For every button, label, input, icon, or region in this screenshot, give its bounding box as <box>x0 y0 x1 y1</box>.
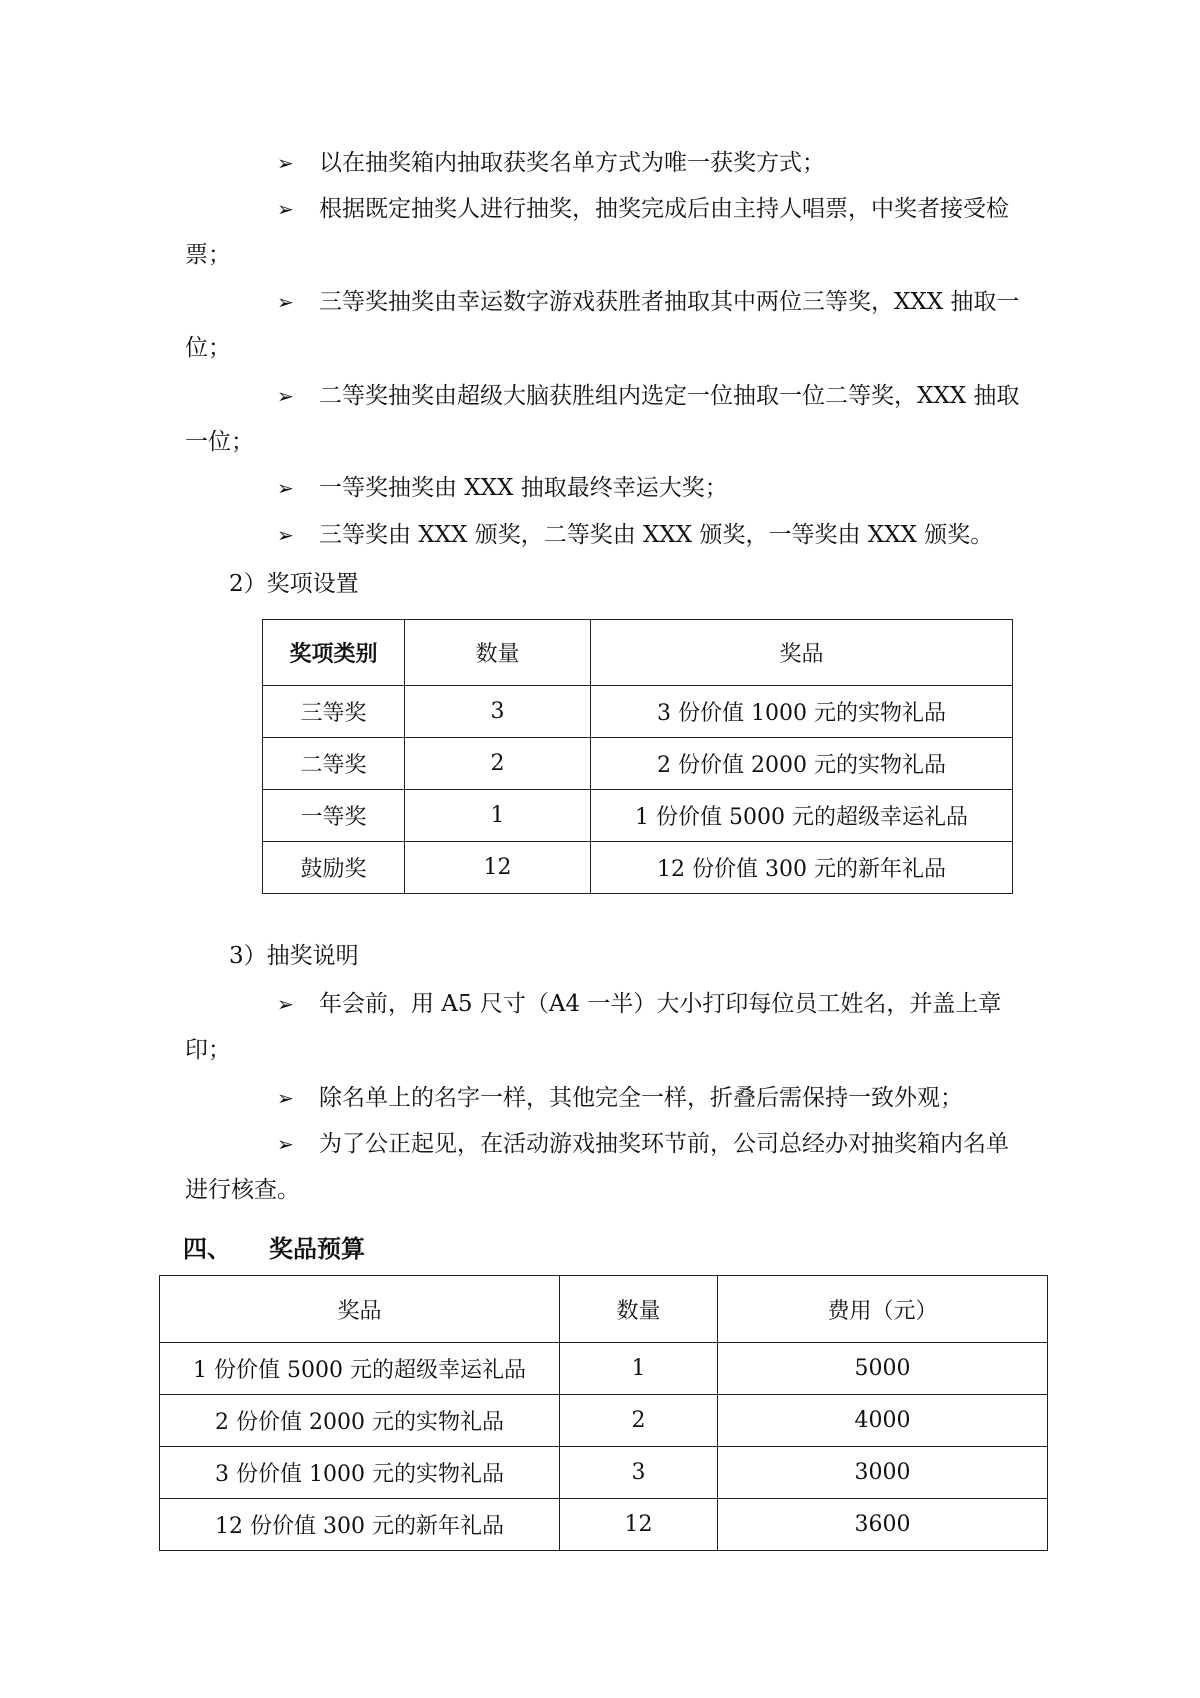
bullet-item <box>185 373 1025 465</box>
bullet-text: 以在抽奖箱内抽取获奖名单方式为唯一获奖方式； <box>319 150 825 176</box>
table-cell: 12 <box>560 1499 718 1551</box>
table-cell: 1 份价值 5000 元的超级幸运礼品 <box>160 1343 560 1395</box>
bullet-item <box>185 981 1025 1073</box>
table-cell: 一等奖 <box>263 790 405 842</box>
bullet-text: 一等奖抽奖由 XXX 抽取最终幸运大奖； <box>319 475 728 501</box>
arrowhead-bullet-icon: ➢ <box>277 1132 294 1156</box>
table-cell: 5000 <box>718 1343 1048 1395</box>
bullet-item <box>185 465 1025 511</box>
bullet-item <box>185 512 1025 558</box>
table-cell: 三等奖 <box>263 686 405 738</box>
arrowhead-bullet-icon: ➢ <box>277 1086 294 1110</box>
table-cell: 2 <box>405 738 591 790</box>
table-cell: 1 <box>405 790 591 842</box>
table-cell: 12 份价值 300 元的新年礼品 <box>591 842 1013 894</box>
prize-settings-table <box>262 619 1013 894</box>
table-header-row <box>160 1276 1048 1343</box>
table-row <box>160 1447 1048 1499</box>
bullet-item <box>185 140 1025 186</box>
bullet-text: 三等奖由 XXX 颁奖，二等奖由 XXX 颁奖，一等奖由 XXX 颁奖。 <box>319 522 994 548</box>
arrowhead-bullet-icon: ➢ <box>277 476 294 500</box>
table-row <box>160 1499 1048 1551</box>
column-header: 数量 <box>560 1276 718 1343</box>
column-header: 奖品 <box>591 620 1013 686</box>
table-cell: 3 份价值 1000 元的实物礼品 <box>160 1447 560 1499</box>
table-cell: 3 <box>560 1447 718 1499</box>
section-heading <box>183 1226 365 1272</box>
column-header: 数量 <box>405 620 591 686</box>
column-header: 费用（元） <box>718 1276 1048 1343</box>
table-cell: 二等奖 <box>263 738 405 790</box>
arrowhead-bullet-icon: ➢ <box>277 992 294 1016</box>
section-number: 四、 <box>183 1235 231 1263</box>
table-cell: 1 <box>560 1343 718 1395</box>
bullet-text: 为了公正起见，在活动游戏抽奖环节前，公司总经办对抽奖箱内名单进行核查。 <box>185 1131 1009 1203</box>
bullet-item <box>185 279 1025 371</box>
table-cell: 3000 <box>718 1447 1048 1499</box>
bullet-item <box>185 186 1025 278</box>
arrowhead-bullet-icon: ➢ <box>277 197 294 221</box>
bullet-item <box>185 1121 1025 1213</box>
bullet-text: 三等奖抽奖由幸运数字游戏获胜者抽取其中两位三等奖，XXX 抽取一位； <box>185 289 1020 361</box>
table-cell: 3 份价值 1000 元的实物礼品 <box>591 686 1013 738</box>
table-cell: 2 份价值 2000 元的实物礼品 <box>591 738 1013 790</box>
table-cell: 12 <box>405 842 591 894</box>
subsection-heading: 2）奖项设置 <box>229 571 359 597</box>
table-cell: 12 份价值 300 元的新年礼品 <box>160 1499 560 1551</box>
table-row <box>263 686 1013 738</box>
table-row <box>160 1343 1048 1395</box>
bullet-item <box>185 1075 1025 1121</box>
table-cell: 鼓励奖 <box>263 842 405 894</box>
bullet-text: 二等奖抽奖由超级大脑获胜组内选定一位抽取一位二等奖，XXX 抽取一位； <box>185 383 1020 455</box>
table-cell: 2 份价值 2000 元的实物礼品 <box>160 1395 560 1447</box>
column-header: 奖项类别 <box>263 620 405 686</box>
arrowhead-bullet-icon: ➢ <box>277 384 294 408</box>
table-cell: 2 <box>560 1395 718 1447</box>
bullet-text: 除名单上的名字一样，其他完全一样，折叠后需保持一致外观； <box>319 1085 963 1111</box>
table-cell: 1 份价值 5000 元的超级幸运礼品 <box>591 790 1013 842</box>
table-cell: 3600 <box>718 1499 1048 1551</box>
table-row <box>263 790 1013 842</box>
section-title: 奖品预算 <box>269 1235 365 1263</box>
bullet-text: 年会前，用 A5 尺寸（A4 一半）大小打印每位员工姓名，并盖上章印； <box>185 991 1002 1063</box>
arrowhead-bullet-icon: ➢ <box>277 290 294 314</box>
column-header: 奖品 <box>160 1276 560 1343</box>
table-header-row <box>263 620 1013 686</box>
arrowhead-bullet-icon: ➢ <box>277 151 294 175</box>
table-row <box>160 1395 1048 1447</box>
table-cell: 3 <box>405 686 591 738</box>
table-row <box>263 842 1013 894</box>
table-cell: 4000 <box>718 1395 1048 1447</box>
bullet-text: 根据既定抽奖人进行抽奖，抽奖完成后由主持人唱票，中奖者接受检票； <box>185 196 1009 268</box>
prize-budget-table <box>159 1275 1048 1551</box>
arrowhead-bullet-icon: ➢ <box>277 523 294 547</box>
table-row <box>263 738 1013 790</box>
subsection-heading: 3）抽奖说明 <box>229 943 359 969</box>
